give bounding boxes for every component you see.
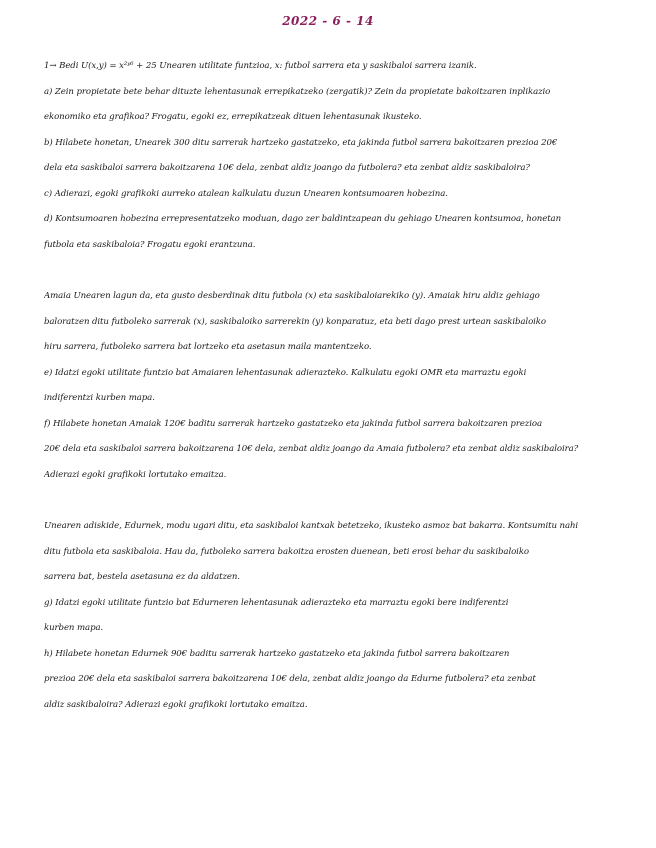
- text-line: futbola eta saskibaloia? Frogatu egoki erantzuna.: [44, 239, 256, 250]
- text-line: d) Kontsumoaren hobezina errepresentatzeko moduan, dago zer baldintzapean du gehiago Unearen kontsumoa, honetan: [44, 214, 562, 224]
- text-line: f) Hilabete honetan Amaiak 120€ baditu sarrerak hartzeko gastatzeko eta jakinda futbol sarrera bakoitzaren prezioa: [44, 418, 542, 429]
- text-line: indiferentzi kurben mapa.: [44, 393, 155, 403]
- text-line: g) Idatzi egoki utilitate funtzio bat Edurneren lehentasunak adierazteko eta marraztu egoki bere indiferentzi: [44, 597, 509, 608]
- document-date: 2022 - 6 - 14: [282, 14, 374, 28]
- text-line: Amaia Unearen lagun da, eta gusto desberdinak ditu futbola (x) eta saskibaloiarekiko (y). Amaiak hiru aldiz gehiago: [44, 291, 540, 301]
- text-line: kurben mapa.: [44, 623, 104, 633]
- text-line: sarrera bat, bestela asetasuna ez da aldatzen.: [44, 572, 240, 582]
- text-line: h) Hilabete honetan Edurnek 90€ baditu sarrerak hartzeko gastatzeko eta jakinda futbol sarrera bakoitzaren: [44, 648, 510, 659]
- text-line: Unearen adiskide, Edurnek, modu ugari ditu, eta saskibaloi kantxak betetzeko, ikusteko asmoz bat bakarra. Kontsumitu nahi: [44, 521, 579, 531]
- text-line: baloratzen ditu futboleko sarrerak (x), saskibaloiko sarrerekin (y) konparatuz, eta beti dago prest urtean saskibaloiko: [44, 316, 546, 327]
- paragraph-edurne: [44, 520, 620, 712]
- text-line: prezioa 20€ dela eta saskibaloi sarrera bakoitzarena 10€ dela, zenbat aldiz joango da Edurne futbolera? eta zenbat: [44, 674, 536, 684]
- paragraph-gap: [44, 494, 620, 520]
- text-line: aldiz saskibaloira? Adierazi egoki grafikoki lortutako emaitza.: [44, 699, 308, 710]
- text-line: hiru sarrera, futboleko sarrera bat lortzeko eta asetasun maila mantentzeko.: [44, 342, 372, 352]
- text-line: 20€ dela eta saskibaloi sarrera bakoitzarena 10€ dela, zenbat aldiz joango da Amaia futbolera? eta zenbat aldiz saskibaloira?: [44, 444, 579, 454]
- text-line: b) Hilabete honetan, Unearek 300 ditu sarrerak hartzeko gastatzeko, eta jakinda futbol sarrera bakoitzaren prezioa 20€: [44, 137, 558, 148]
- text-line: a) Zein propietate bete behar dituzte lehentasunak errepikatzeko (zergatik)? Zein da propietate bakoitzaren inplikazio: [44, 86, 551, 97]
- paragraph-gap: [44, 264, 620, 290]
- text-line: Adierazi egoki grafikoki lortutako emaitza.: [44, 469, 227, 480]
- text-line: ekonomiko eta grafikoa? Frogatu, egoki ez, errepikatzeak dituen lehentasunak ikusteko.: [44, 112, 422, 122]
- text-line: e) Idatzi egoki utilitate funtzio bat Amaiaren lehentasunak adierazteko. Kalkulatu egoki OMR eta marraztu egoki: [44, 367, 527, 378]
- paragraph-amaia: [44, 290, 620, 482]
- text-line: ditu futbola eta saskibaloia. Hau da, futboleko sarrera bakoitza erosten duenean, beti erosi behar du saskibaloiko: [44, 546, 530, 557]
- paragraph-utility-una: [44, 60, 620, 252]
- document-body: [44, 60, 620, 724]
- text-line: dela eta saskibaloi sarrera bakoitzarena 10€ dela, zenbat aldiz joango da futbolera? eta zenbat aldiz saskibaloira?: [44, 163, 530, 173]
- text-line: 1→ Bedi U(x,y) = x²ʸ⁶ + 25 Unearen utilitate funtzioa, x: futbol sarrera eta y saskibaloi sarrera izanik.: [44, 61, 477, 71]
- text-line: c) Adierazi, egoki grafikoki aurreko atalean kalkulatu duzun Unearen kontsumoaren hobezina.: [44, 188, 448, 199]
